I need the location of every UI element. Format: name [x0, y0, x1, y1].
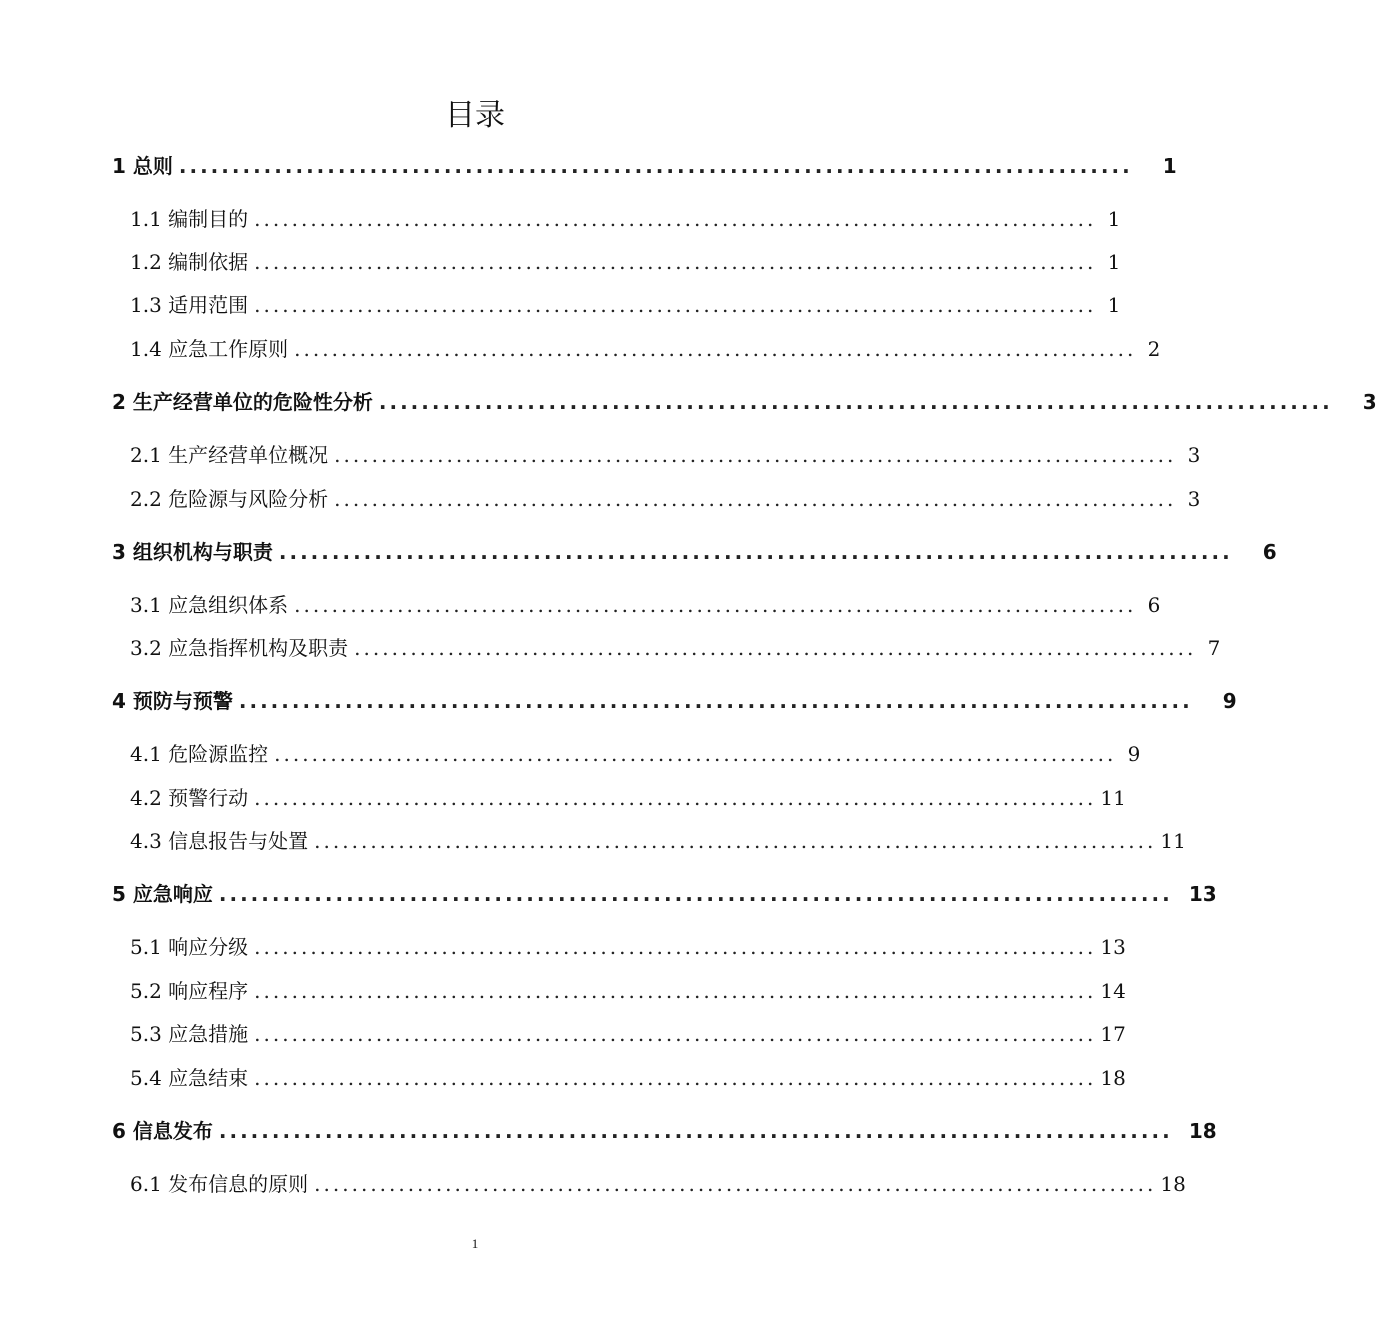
- toc-entry-3[interactable]: [112, 537, 1277, 567]
- toc-leader-dots: ..........................................................................................: [238, 689, 1193, 713]
- toc-entry-label: 3 组织机构与职责: [112, 540, 273, 564]
- toc-entry-page: 17: [1100, 1022, 1126, 1046]
- toc-entry-page: 14: [1100, 979, 1126, 1003]
- toc-entry-page: 18: [1188, 1119, 1217, 1143]
- toc-leader-dots: ..........................................................................................: [254, 293, 1097, 317]
- toc-entry-6-1[interactable]: [130, 1169, 1186, 1199]
- toc-entry-label: 3.2 应急指挥机构及职责: [130, 636, 349, 660]
- toc-entry-1-1[interactable]: [130, 204, 1121, 234]
- toc-entry-page: 3: [1187, 487, 1201, 511]
- toc-entry-5-3[interactable]: [130, 1019, 1126, 1049]
- toc-entry-1-3[interactable]: [130, 290, 1121, 320]
- toc-entry-page: 9: [1127, 742, 1141, 766]
- toc-entry-page: 13: [1188, 882, 1217, 906]
- toc-leader-dots: ..........................................................................................: [274, 742, 1117, 766]
- toc-entry-label: 5.4 应急结束: [130, 1066, 249, 1090]
- toc-entry-page: 1: [1107, 293, 1121, 317]
- toc-entry-page: 2: [1147, 337, 1161, 361]
- toc-leader-dots: ..........................................................................................: [334, 443, 1177, 467]
- toc-entry-page: 11: [1160, 829, 1186, 853]
- toc-entry-label: 1.4 应急工作原则: [130, 337, 289, 361]
- toc-entry-5-2[interactable]: [130, 976, 1126, 1006]
- toc-leader-dots: ..........................................................................................: [254, 786, 1097, 810]
- toc-entry-label: 2.1 生产经营单位概况: [130, 443, 329, 467]
- toc-entry-label: 4.3 信息报告与处置: [130, 829, 309, 853]
- toc-leader-dots: ..........................................................................................: [334, 487, 1177, 511]
- toc-entry-label: 5.1 响应分级: [130, 935, 249, 959]
- toc-entry-page: 1: [1107, 207, 1121, 231]
- toc-entry-label: 5 应急响应: [112, 882, 213, 906]
- toc-entry-label: 6 信息发布: [112, 1119, 213, 1143]
- toc-entry-label: 5.3 应急措施: [130, 1022, 249, 1046]
- toc-entry-page: 7: [1207, 636, 1221, 660]
- toc-entry-label: 4 预防与预警: [112, 689, 233, 713]
- toc-entry-label: 1.1 编制目的: [130, 207, 249, 231]
- toc-entry-page: 13: [1100, 935, 1126, 959]
- toc-leader-dots: ..........................................................................................: [314, 1172, 1157, 1196]
- toc-entry-5-4[interactable]: [130, 1063, 1126, 1093]
- toc-entry-page: 3: [1187, 443, 1201, 467]
- toc-leader-dots: ..........................................................................................: [254, 1066, 1097, 1090]
- toc-leader-dots: ..........................................................................................: [254, 250, 1097, 274]
- toc-entry-label: 1.3 适用范围: [130, 293, 249, 317]
- toc-entry-4[interactable]: [112, 686, 1237, 716]
- toc-entry-page: 6: [1147, 593, 1161, 617]
- toc-entry-page: 18: [1160, 1172, 1186, 1196]
- toc-entry-page: 1: [1162, 154, 1177, 178]
- toc-entry-5-1[interactable]: [130, 932, 1126, 962]
- toc-entry-5[interactable]: [112, 879, 1217, 909]
- toc-entry-page: 9: [1222, 689, 1237, 713]
- toc-entry-1[interactable]: [112, 151, 1177, 181]
- toc-leader-dots: ..........................................................................................: [354, 636, 1197, 660]
- toc-leader-dots: ..........................................................................................: [254, 1022, 1097, 1046]
- toc-leader-dots: ..........................................................................................: [314, 829, 1157, 853]
- toc-entry-1-4[interactable]: [130, 334, 1161, 364]
- toc-entry-3-2[interactable]: [130, 633, 1221, 663]
- toc-leader-dots: ..........................................................................................: [294, 337, 1137, 361]
- toc-entry-6[interactable]: [112, 1116, 1217, 1146]
- toc-entry-2[interactable]: [112, 387, 1377, 417]
- toc-entry-2-1[interactable]: [130, 440, 1201, 470]
- toc-entry-label: 6.1 发布信息的原则: [130, 1172, 309, 1196]
- toc-entry-page: 6: [1262, 540, 1277, 564]
- toc-entry-4-3[interactable]: [130, 826, 1186, 856]
- toc-entry-page: 11: [1100, 786, 1126, 810]
- toc-entry-page: 18: [1100, 1066, 1126, 1090]
- toc-entry-1-2[interactable]: [130, 247, 1121, 277]
- toc-entry-label: 2.2 危险源与风险分析: [130, 487, 329, 511]
- toc-leader-dots: ..........................................................................................: [378, 390, 1333, 414]
- toc-entry-label: 3.1 应急组织体系: [130, 593, 289, 617]
- toc-entry-2-2[interactable]: [130, 484, 1201, 514]
- toc-entry-label: 4.2 预警行动: [130, 786, 249, 810]
- toc-leader-dots: ..........................................................................................: [254, 935, 1097, 959]
- toc-leader-dots: ..........................................................................................: [178, 154, 1133, 178]
- toc-title: 目录: [445, 98, 505, 133]
- toc-entry-label: 4.1 危险源监控: [130, 742, 269, 766]
- footer-page-number: 1: [471, 1236, 479, 1251]
- toc-entry-4-1[interactable]: [130, 739, 1141, 769]
- toc-entry-4-2[interactable]: [130, 783, 1126, 813]
- toc-leader-dots: ..........................................................................................: [218, 882, 1173, 906]
- toc-entry-label: 5.2 响应程序: [130, 979, 249, 1003]
- toc-leader-dots: ..........................................................................................: [294, 593, 1137, 617]
- toc-leader-dots: ..........................................................................................: [254, 207, 1097, 231]
- toc-entry-3-1[interactable]: [130, 590, 1161, 620]
- toc-entry-page: 1: [1107, 250, 1121, 274]
- toc-entry-label: 2 生产经营单位的危险性分析: [112, 390, 373, 414]
- toc-entry-label: 1.2 编制依据: [130, 250, 249, 274]
- toc-entry-label: 1 总则: [112, 154, 173, 178]
- toc-leader-dots: ..........................................................................................: [254, 979, 1097, 1003]
- toc-entry-page: 3: [1362, 390, 1377, 414]
- toc-leader-dots: ..........................................................................................: [278, 540, 1233, 564]
- toc-leader-dots: ..........................................................................................: [218, 1119, 1173, 1143]
